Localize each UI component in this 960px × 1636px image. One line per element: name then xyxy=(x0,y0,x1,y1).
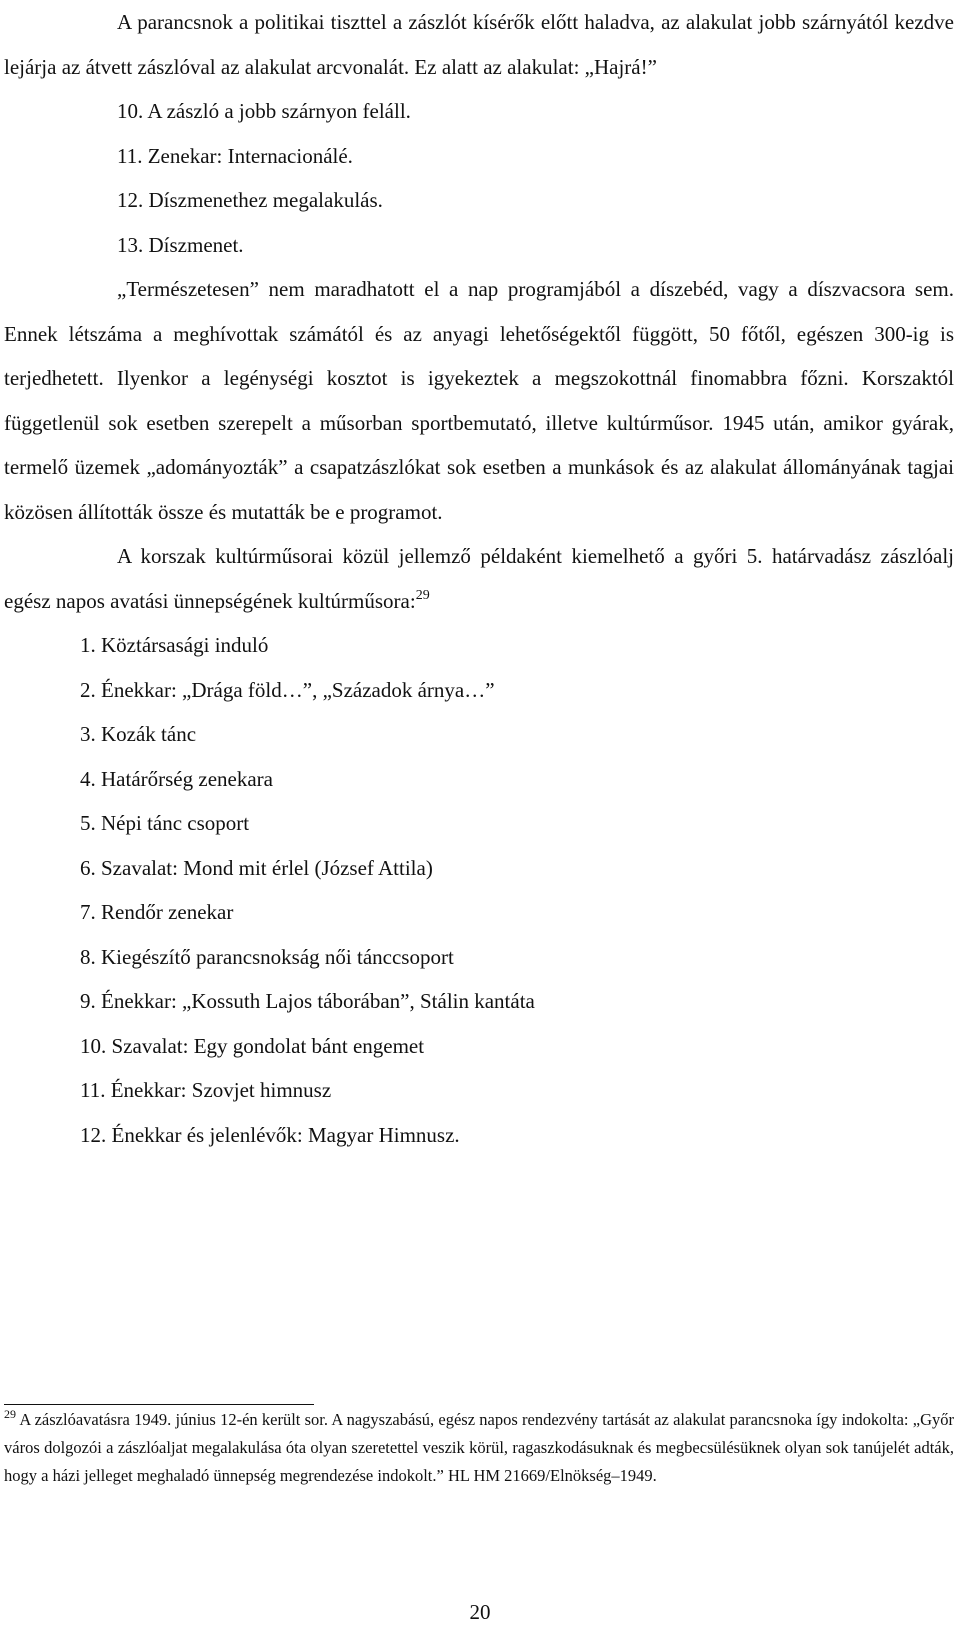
ceremony-step-11: 11. Zenekar: Internacionálé. xyxy=(117,143,353,168)
program-list-item: 2. Énekkar: „Drága föld…”, „Századok árnya…” xyxy=(80,677,495,702)
paragraph-culture-program xyxy=(4,534,954,623)
program-list-item: 11. Énekkar: Szovjet himnusz xyxy=(80,1078,332,1102)
footnote-reference: 29 xyxy=(415,587,430,603)
paragraph-banquet: „Természetesen” nem maradhatott el a nap programjából a díszebéd, vagy a díszvacsora sem. Ennek létszáma a meghívottak számától és az anyagi lehetőségektől függött, 50 főtől, egészen 300-ig is terjedhetett. Ilyenkor a legénységi kosztot is igyekeztek a megszokottnál finomabbra főzni. Korszaktól függetlenül sok esetben szerepelt a műsorban sportbemutató, illetve kultúrműsor. 1945 után, amikor gyárak, termelő üzemek „adományozták” a csapatzászlókat sok esetben a munkások és az alakulat állományának tagjai közösen állították össze és mutatták be e programot. xyxy=(4,277,954,524)
program-list-item: 12. Énekkar és jelenlévők: Magyar Himnusz. xyxy=(80,1122,460,1147)
footnote-separator xyxy=(4,1404,314,1405)
program-list-item: 9. Énekkar: „Kossuth Lajos táborában”, Stálin kantáta xyxy=(80,989,535,1013)
footnote-29 xyxy=(4,1406,954,1489)
footnote-number: 29 xyxy=(4,1407,16,1421)
ceremony-step-12: 12. Díszmenethez megalakulás. xyxy=(117,188,383,212)
paragraph-flag-ceremony: A parancsnok a politikai tiszttel a zászlót kísérők előtt haladva, az alakulat jobb szárnyától kezdve lejárja az átvett zászlóval az alakulat arcvonalát. Ez alatt az alakulat: „Hajrá!” xyxy=(4,10,954,79)
culture-program-text: A korszak kultúrműsorai közül jellemző példaként kiemelhető a győri 5. határvadász zászlóalj egész napos avatási ünnepségének kultúrműsora: xyxy=(4,544,954,613)
program-list xyxy=(4,623,954,1157)
footnote-text: A zászlóavatásra 1949. június 12-én került sor. A nagyszabású, egész napos rendezvény tartását az alakulat parancsnoka így indokolta: „Győr város dolgozói a zászlóaljat megalakulása óta olyan szeretettel veszik körül, ragaszkodásuknak és megbecsülésüknek olyan sok tanújelét adták, hogy a házi jelleget meghaladó ünnepség megrendezése indokolt.” HL HM 21669/Elnökség–1949. xyxy=(4,1410,954,1485)
page-number: 20 xyxy=(469,1600,491,1624)
body-text xyxy=(4,0,954,1157)
program-list-item: 1. Köztársasági induló xyxy=(80,633,269,657)
footnote-area xyxy=(4,1406,954,1489)
ceremony-step-10: 10. A zászló a jobb szárnyon feláll. xyxy=(117,99,411,123)
program-list-item: 10. Szavalat: Egy gondolat bánt engemet xyxy=(80,1033,425,1058)
program-list-item: 5. Népi tánc csoport xyxy=(80,811,250,835)
program-list-item: 4. Határőrség zenekara xyxy=(80,766,273,791)
ceremony-step-13: 13. Díszmenet. xyxy=(117,232,244,257)
program-list-item: 3. Kozák tánc xyxy=(80,722,197,746)
program-list-item: 7. Rendőr zenekar xyxy=(80,900,234,924)
program-list-item: 6. Szavalat: Mond mit érlel (József Attila) xyxy=(80,855,433,880)
program-list-item: 8. Kiegészítő parancsnokság női tánccsoport xyxy=(80,944,454,969)
